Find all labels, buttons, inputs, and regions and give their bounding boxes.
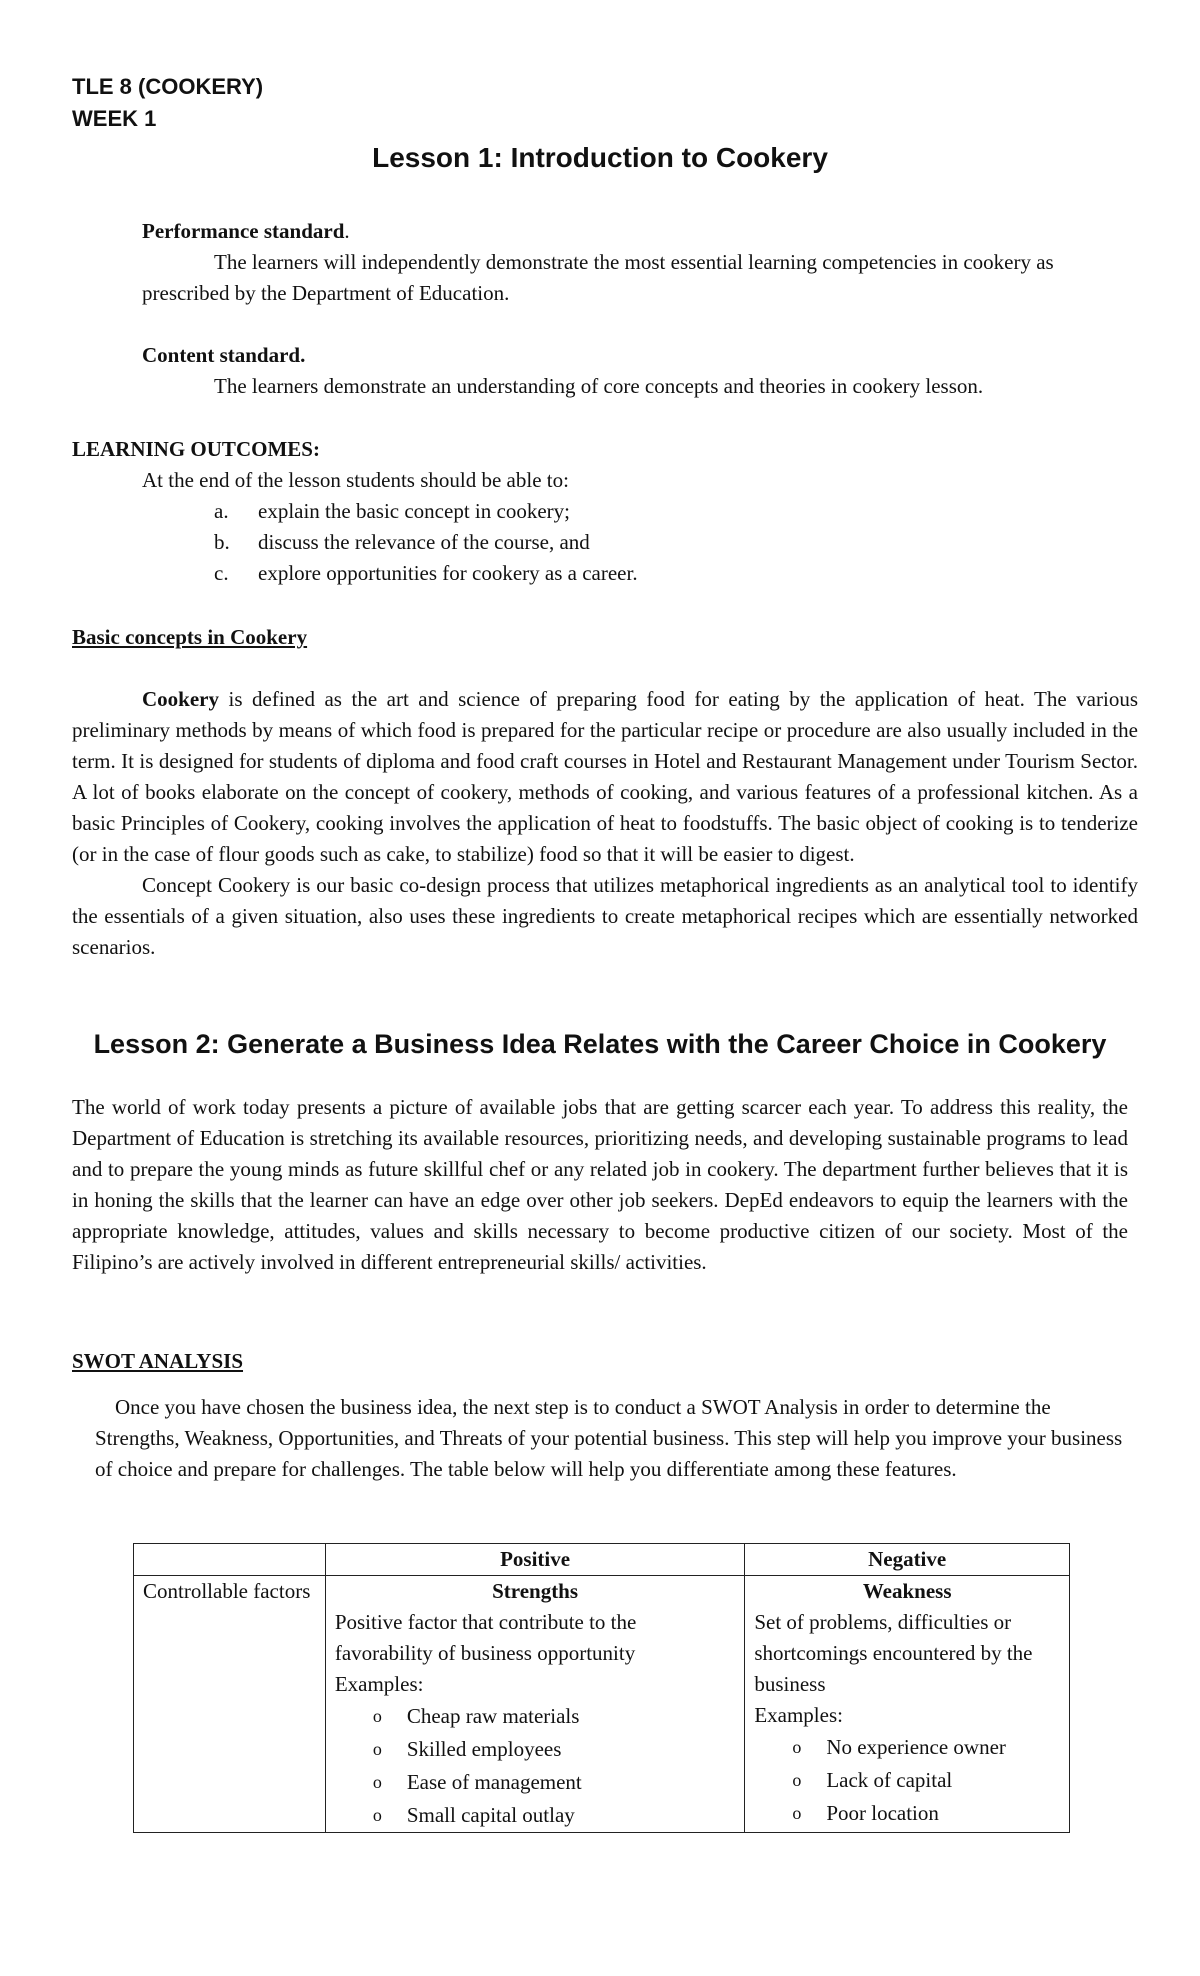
weakness-examples xyxy=(754,1731,1060,1830)
swot-row-label: Controllable factors xyxy=(134,1576,326,1833)
performance-period: . xyxy=(344,219,350,243)
lesson2-paragraph: The world of work today presents a picture of available jobs that are getting scarcer each year. To address this reality, the Department of Education is stretching its available resources, prioritizing needs, and developing sustainable programs to lead and to prepare the young minds as future skillful chef or any related job in cookery. The department further believes that it is in honing the skills that the learner can have an edge over other job seekers. DepEd endeavors to equip the learners with the appropriate knowledge, attitudes, values and skills necessary to become productive citizen of our society. Most of the Filipino’s are actively involved in different entrepreneurial skills/ activities. xyxy=(72,1095,1128,1274)
swot-table xyxy=(133,1543,1070,1833)
strength-example: o Ease of management xyxy=(372,1770,582,1794)
content-text: The learners demonstrate an understanding of core concepts and theories in cookery lesson. xyxy=(214,374,984,398)
outcomes-heading: LEARNING OUTCOMES: xyxy=(72,437,320,461)
concept-cookery-paragraph: Concept Cookery is our basic co-design process that utilizes metaphorical ingredients as an analytical tool to identify the essentials of a given situation, also uses these ingredients to create metaphorical recipes which are essentially networked scenarios. xyxy=(72,873,1138,959)
strengths-title: Strengths xyxy=(492,1579,579,1603)
outcome-item: a. explain the basic concept in cookery; xyxy=(214,499,570,523)
content-label: Content standard. xyxy=(142,343,306,367)
strengths-examples-label: Examples: xyxy=(334,1672,424,1696)
swot-heading: SWOT ANALYSIS xyxy=(72,1349,244,1373)
outcome-item: c. explore opportunities for cookery as a career. xyxy=(214,561,638,585)
swot-corner-cell xyxy=(134,1544,326,1576)
performance-standard xyxy=(142,216,1138,309)
basic-concepts-body xyxy=(72,684,1138,963)
strength-example: o Skilled employees xyxy=(372,1737,562,1761)
content-standard xyxy=(142,340,1138,402)
outcome-item: b. discuss the relevance of the course, and xyxy=(214,530,590,554)
weakness-example: o Lack of capital xyxy=(792,1768,953,1792)
outcomes-list xyxy=(214,496,1132,589)
lesson1-title: Lesson 1: Introduction to Cookery xyxy=(372,142,828,173)
learning-outcomes xyxy=(72,434,1132,589)
weakness-examples-label: Examples: xyxy=(754,1703,843,1727)
swot-header-row xyxy=(134,1544,1070,1576)
lesson2-body xyxy=(72,1092,1128,1278)
swot-col-negative: Negative xyxy=(745,1544,1070,1576)
subject-header: TLE 8 (COOKERY) xyxy=(72,74,264,99)
strengths-desc: Positive factor that contribute to the favorability of business opportunity xyxy=(334,1610,637,1665)
swot-weakness-cell xyxy=(745,1576,1070,1833)
weakness-example: o Poor location xyxy=(792,1801,939,1825)
strengths-examples xyxy=(335,1700,735,1832)
weakness-example: o No experience owner xyxy=(792,1735,1006,1759)
lesson2-title: Lesson 2: Generate a Business Idea Relates with the Career Choice in Cookery xyxy=(93,1029,1107,1059)
performance-label: Performance standard xyxy=(142,219,345,243)
weakness-title: Weakness xyxy=(862,1579,952,1603)
swot-controllable-row xyxy=(134,1576,1070,1833)
strength-example: o Small capital outlay xyxy=(372,1803,575,1827)
swot-col-positive: Positive xyxy=(325,1544,744,1576)
swot-strengths-cell xyxy=(325,1576,744,1833)
basic-concepts-heading: Basic concepts in Cookery xyxy=(72,625,308,649)
swot-intro: Once you have chosen the business idea, the next step is to conduct a SWOT Analysis in order to determine the Strengths, Weakness, Opportunities, and Threats of your potential business. This step will help you improve your business of choice and prepare for challenges. The table below will help you differentiate among these features. xyxy=(95,1395,1123,1481)
strength-example: o Cheap raw materials xyxy=(372,1704,580,1728)
cookery-definition: Cookery is defined as the art and science of preparing food for eating by the application of heat. The various preliminary methods by means of which food is prepared for the particular recipe or procedure are also usually included in the term. It is designed for students of diploma and food craft courses in Hotel and Restaurant Management under Tourism Sector. A lot of books elaborate on the concept of cookery, methods of cooking, and various features of a professional kitchen. As a basic Principles of Cookery, cooking involves the application of heat to foodstuffs. The basic object of cooking is to tenderize (or in the case of flour goods such as cake, to stabilize) food so that it will be easier to digest. xyxy=(72,687,1138,866)
outcomes-intro: At the end of the lesson students should be able to: xyxy=(142,468,569,492)
week-header: WEEK 1 xyxy=(72,106,157,131)
weakness-desc: Set of problems, difficulties or shortcomings encountered by the business xyxy=(754,1610,1033,1696)
performance-text: The learners will independently demonstrate the most essential learning competencies in cookery as prescribed by the Department of Education. xyxy=(142,250,1054,305)
